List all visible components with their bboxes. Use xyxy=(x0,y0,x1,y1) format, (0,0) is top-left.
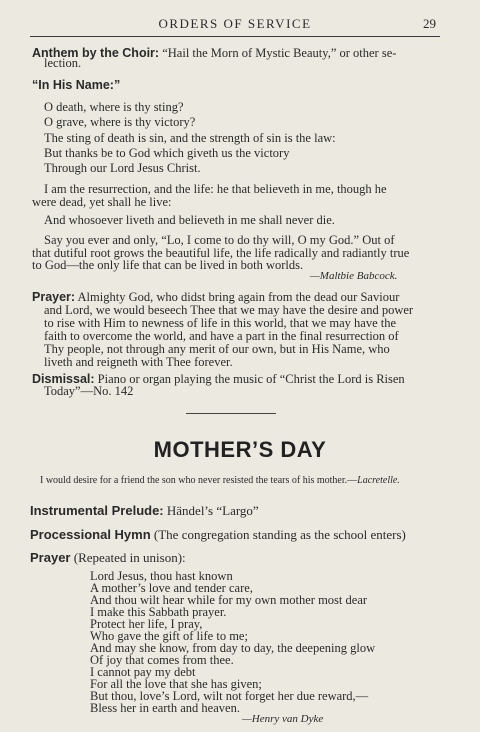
in-his-name-label: “In His Name:” xyxy=(32,78,121,92)
resurrection-line-2: were dead, yet shall he live: xyxy=(32,195,172,209)
poem-line-5: Protect her life, I pray, xyxy=(90,617,203,631)
poem-line-3: And thou wilt hear while for my own mother most dear xyxy=(90,593,368,607)
anthem-label: Anthem by the Choir: xyxy=(32,46,160,60)
babcock-attribution: —Maltbie Babcock. xyxy=(310,270,398,282)
processional-hymn xyxy=(30,527,406,543)
say-line-1: Say you ever and only, “Lo, I come to do thy will, O my God.” Out of xyxy=(44,233,395,247)
hymn-label: Processional Hymn xyxy=(30,527,151,542)
prayer-text-5: Thy people, not through any merit of our own, but in His Name, who xyxy=(44,342,390,356)
poem-line-10: For all the love that she has given; xyxy=(90,677,262,691)
poem-line-7: And may she know, from day to day, the deepening glow xyxy=(90,641,376,655)
van-dyke-attribution: —Henry van Dyke xyxy=(242,713,324,725)
prayer-text-4: faith to overcome the world, and have a part in the final resurrection of xyxy=(44,329,399,343)
poem-line-1: Lord Jesus, thou hast known xyxy=(90,569,233,583)
verse-line-3: The sting of death is sin, and the strength of sin is the law: xyxy=(44,131,336,145)
mothers-prayer-label: Prayer xyxy=(30,550,71,565)
hymn-text: (The congregation standing as the school enters) xyxy=(153,527,406,542)
resurrection-line-1: I am the resurrection, and the life: he that believeth in me, though he xyxy=(44,182,387,196)
anthem-text-2: lection. xyxy=(44,56,82,70)
verse-line-1: O death, where is thy sting? xyxy=(44,100,184,114)
poem-line-6: Who gave the gift of life to me; xyxy=(90,629,248,643)
anthem-line-1 xyxy=(32,46,434,60)
poem-line-9: I cannot pay my debt xyxy=(90,665,196,679)
dismissal-text-2: Today”—No. 142 xyxy=(44,384,134,398)
say-line-3: to God—the only life that can be lived in both worlds. xyxy=(32,258,304,272)
lacretelle-quote xyxy=(40,475,400,486)
dismissal-text-1: Piano or organ playing the music of “Christ the Lord is Risen xyxy=(97,372,405,386)
poem-line-12: Bless her in earth and heaven. xyxy=(90,701,240,715)
quote-author: Lacretelle. xyxy=(357,475,400,486)
page-number: 29 xyxy=(423,16,436,31)
mothers-day-prayer xyxy=(30,550,186,566)
prayer-text-2: and Lord, we would beseech Thee that we may have the desire and power xyxy=(44,303,414,317)
poem-line-11: But thou, love’s Lord, wilt not forget her due reward,— xyxy=(90,689,369,703)
quote-text: I would desire for a friend the son who never resisted the tears of his mother.— xyxy=(40,475,358,486)
page-header xyxy=(30,14,440,37)
verse-line-5: Through our Lord Jesus Christ. xyxy=(44,161,201,175)
verse-line-2: O grave, where is thy victory? xyxy=(44,115,196,129)
section-divider xyxy=(186,413,276,414)
prelude-text: Händel’s “Largo” xyxy=(166,503,259,518)
prayer-line-1 xyxy=(32,290,434,304)
say-line-2: that dutiful root grows the beautiful life, the life radically and radiantly true xyxy=(32,246,410,260)
instrumental-prelude xyxy=(30,503,259,519)
whosoever-line: And whosoever liveth and believeth in me shall never die. xyxy=(44,213,335,227)
mothers-prayer-note: (Repeated in unison): xyxy=(73,550,186,565)
poem-line-2: A mother’s love and tender care, xyxy=(90,581,253,595)
verse-line-4: But thanks be to God which giveth us the victory xyxy=(44,146,290,160)
poem-line-4: I make this Sabbath prayer. xyxy=(90,605,227,619)
prayer-text-3: to rise with Him to newness of life in this world, that we may have the xyxy=(44,316,397,330)
dismissal-label: Dismissal: xyxy=(32,372,95,386)
prayer-label: Prayer: xyxy=(32,290,76,304)
mothers-day-title: MOTHER’S DAY xyxy=(153,437,327,462)
anthem-text-1: “Hail the Morn of Mystic Beauty,” or other se- xyxy=(162,46,397,60)
prayer-text-1: Almighty God, who didst bring again from the dead our Saviour xyxy=(77,290,400,304)
running-title: ORDERS OF SERVICE xyxy=(158,16,312,31)
prelude-label: Instrumental Prelude: xyxy=(30,503,164,518)
poem-line-8: Of joy that comes from thee. xyxy=(90,653,234,667)
prayer-text-6: liveth and reigneth with Thee forever. xyxy=(44,355,233,369)
